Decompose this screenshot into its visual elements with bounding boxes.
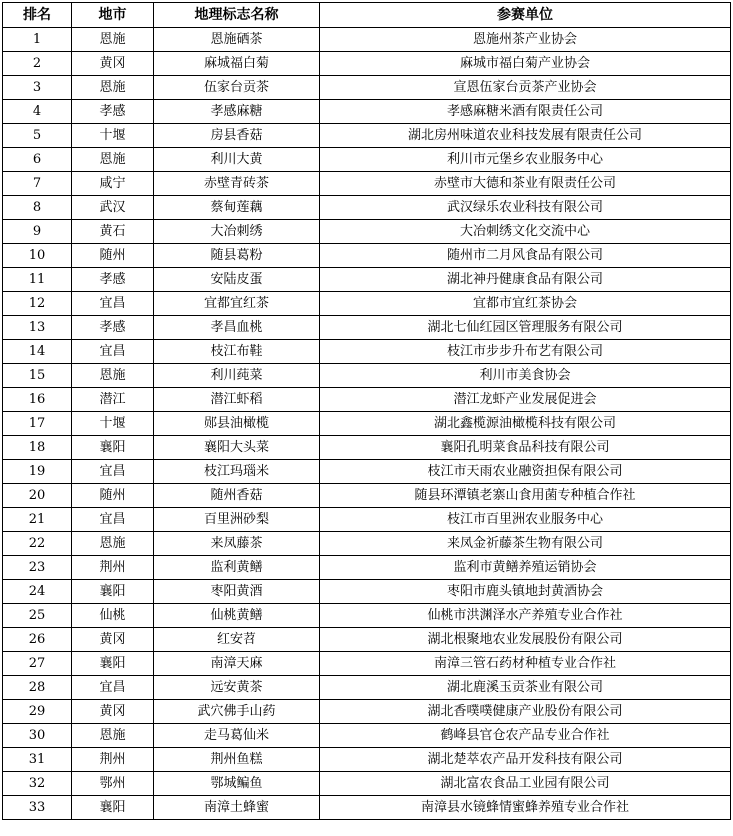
cell-rank: 18 bbox=[3, 436, 72, 460]
cell-organization: 枝江市百里洲农业服务中心 bbox=[320, 508, 731, 532]
cell-rank: 16 bbox=[3, 388, 72, 412]
cell-rank: 10 bbox=[3, 244, 72, 268]
cell-rank: 23 bbox=[3, 556, 72, 580]
cell-rank: 20 bbox=[3, 484, 72, 508]
cell-organization: 枝江市步步升布艺有限公司 bbox=[320, 340, 731, 364]
cell-organization: 利川市元堡乡农业服务中心 bbox=[320, 148, 731, 172]
cell-city: 宜昌 bbox=[72, 508, 154, 532]
cell-rank: 21 bbox=[3, 508, 72, 532]
cell-city: 荆州 bbox=[72, 556, 154, 580]
cell-gi-name: 来凤藤茶 bbox=[154, 532, 320, 556]
table-row bbox=[3, 124, 731, 148]
table-row bbox=[3, 52, 731, 76]
cell-organization: 鹤峰县官仓农产品专业合作社 bbox=[320, 724, 731, 748]
cell-rank: 24 bbox=[3, 580, 72, 604]
cell-city: 襄阳 bbox=[72, 652, 154, 676]
cell-rank: 9 bbox=[3, 220, 72, 244]
cell-city: 孝感 bbox=[72, 268, 154, 292]
cell-organization: 湖北鹿溪玉贡茶业有限公司 bbox=[320, 676, 731, 700]
header-rank: 排名 bbox=[3, 3, 72, 28]
cell-organization: 湖北鑫榄源油橄榄科技有限公司 bbox=[320, 412, 731, 436]
table-row bbox=[3, 484, 731, 508]
cell-gi-name: 孝感麻糖 bbox=[154, 100, 320, 124]
cell-gi-name: 利川莼菜 bbox=[154, 364, 320, 388]
cell-rank: 27 bbox=[3, 652, 72, 676]
cell-rank: 1 bbox=[3, 28, 72, 52]
cell-city: 恩施 bbox=[72, 532, 154, 556]
cell-gi-name: 鄂城鳊鱼 bbox=[154, 772, 320, 796]
cell-gi-name: 伍家台贡茶 bbox=[154, 76, 320, 100]
cell-gi-name: 麻城福白菊 bbox=[154, 52, 320, 76]
cell-city: 武汉 bbox=[72, 196, 154, 220]
ranking-table bbox=[2, 2, 731, 820]
cell-gi-name: 恩施硒茶 bbox=[154, 28, 320, 52]
cell-city: 黄冈 bbox=[72, 628, 154, 652]
table-row bbox=[3, 100, 731, 124]
cell-rank: 31 bbox=[3, 748, 72, 772]
cell-organization: 赤壁市大德和茶业有限责任公司 bbox=[320, 172, 731, 196]
cell-city: 荆州 bbox=[72, 748, 154, 772]
cell-city: 孝感 bbox=[72, 100, 154, 124]
cell-city: 恩施 bbox=[72, 364, 154, 388]
header-row bbox=[3, 3, 731, 28]
cell-gi-name: 枣阳黄酒 bbox=[154, 580, 320, 604]
table-row bbox=[3, 748, 731, 772]
table-row bbox=[3, 676, 731, 700]
cell-organization: 南漳三管石药材种植专业合作社 bbox=[320, 652, 731, 676]
cell-gi-name: 大冶刺绣 bbox=[154, 220, 320, 244]
cell-city: 宜昌 bbox=[72, 676, 154, 700]
cell-gi-name: 赤壁青砖茶 bbox=[154, 172, 320, 196]
cell-organization: 武汉绿乐农业科技有限公司 bbox=[320, 196, 731, 220]
cell-rank: 15 bbox=[3, 364, 72, 388]
table-row bbox=[3, 580, 731, 604]
cell-rank: 5 bbox=[3, 124, 72, 148]
cell-rank: 30 bbox=[3, 724, 72, 748]
cell-organization: 监利市黄鳝养殖运销协会 bbox=[320, 556, 731, 580]
cell-gi-name: 孝昌血桃 bbox=[154, 316, 320, 340]
cell-city: 十堰 bbox=[72, 412, 154, 436]
cell-rank: 12 bbox=[3, 292, 72, 316]
cell-city: 仙桃 bbox=[72, 604, 154, 628]
cell-gi-name: 蔡甸莲藕 bbox=[154, 196, 320, 220]
cell-city: 襄阳 bbox=[72, 436, 154, 460]
cell-city: 黄冈 bbox=[72, 700, 154, 724]
cell-city: 宜昌 bbox=[72, 340, 154, 364]
cell-city: 恩施 bbox=[72, 76, 154, 100]
cell-organization: 湖北根聚地农业发展股份有限公司 bbox=[320, 628, 731, 652]
cell-gi-name: 监利黄鳝 bbox=[154, 556, 320, 580]
cell-rank: 7 bbox=[3, 172, 72, 196]
cell-city: 随州 bbox=[72, 484, 154, 508]
cell-city: 随州 bbox=[72, 244, 154, 268]
cell-organization: 大冶刺绣文化交流中心 bbox=[320, 220, 731, 244]
cell-rank: 13 bbox=[3, 316, 72, 340]
cell-rank: 25 bbox=[3, 604, 72, 628]
table-row bbox=[3, 724, 731, 748]
cell-organization: 仙桃市洪渊泽水产养殖专业合作社 bbox=[320, 604, 731, 628]
cell-rank: 19 bbox=[3, 460, 72, 484]
header-organization: 参赛单位 bbox=[320, 3, 731, 28]
table-row bbox=[3, 628, 731, 652]
cell-organization: 襄阳孔明菜食品科技有限公司 bbox=[320, 436, 731, 460]
cell-city: 恩施 bbox=[72, 724, 154, 748]
table-row bbox=[3, 388, 731, 412]
cell-organization: 随县环潭镇老寨山食用菌专种植合作社 bbox=[320, 484, 731, 508]
cell-gi-name: 宜都宜红茶 bbox=[154, 292, 320, 316]
cell-organization: 恩施州茶产业协会 bbox=[320, 28, 731, 52]
table-row bbox=[3, 364, 731, 388]
cell-rank: 33 bbox=[3, 796, 72, 820]
table-row bbox=[3, 508, 731, 532]
table-row bbox=[3, 700, 731, 724]
cell-gi-name: 走马葛仙米 bbox=[154, 724, 320, 748]
cell-city: 襄阳 bbox=[72, 580, 154, 604]
table-row bbox=[3, 652, 731, 676]
header-gi-name: 地理标志名称 bbox=[154, 3, 320, 28]
cell-organization: 湖北香噗噗健康产业股份有限公司 bbox=[320, 700, 731, 724]
table-row bbox=[3, 532, 731, 556]
cell-rank: 4 bbox=[3, 100, 72, 124]
cell-city: 孝感 bbox=[72, 316, 154, 340]
cell-rank: 26 bbox=[3, 628, 72, 652]
cell-city: 宜昌 bbox=[72, 292, 154, 316]
cell-rank: 11 bbox=[3, 268, 72, 292]
cell-rank: 28 bbox=[3, 676, 72, 700]
cell-city: 黄冈 bbox=[72, 52, 154, 76]
cell-gi-name: 枝江布鞋 bbox=[154, 340, 320, 364]
cell-city: 十堰 bbox=[72, 124, 154, 148]
cell-city: 宜昌 bbox=[72, 460, 154, 484]
cell-city: 恩施 bbox=[72, 148, 154, 172]
cell-gi-name: 随县葛粉 bbox=[154, 244, 320, 268]
cell-gi-name: 百里洲砂梨 bbox=[154, 508, 320, 532]
table-row bbox=[3, 76, 731, 100]
table-row bbox=[3, 316, 731, 340]
cell-rank: 2 bbox=[3, 52, 72, 76]
cell-gi-name: 随州香菇 bbox=[154, 484, 320, 508]
ranking-table-container bbox=[2, 2, 731, 820]
table-row bbox=[3, 796, 731, 820]
cell-gi-name: 荆州鱼糕 bbox=[154, 748, 320, 772]
cell-gi-name: 红安苕 bbox=[154, 628, 320, 652]
cell-organization: 南漳县水镜蜂情蜜蜂养殖专业合作社 bbox=[320, 796, 731, 820]
cell-organization: 宣恩伍家台贡茶产业协会 bbox=[320, 76, 731, 100]
cell-rank: 22 bbox=[3, 532, 72, 556]
cell-rank: 6 bbox=[3, 148, 72, 172]
cell-organization: 枣阳市鹿头镇地封黄酒协会 bbox=[320, 580, 731, 604]
cell-gi-name: 房县香菇 bbox=[154, 124, 320, 148]
table-row bbox=[3, 772, 731, 796]
cell-organization: 麻城市福白菊产业协会 bbox=[320, 52, 731, 76]
cell-gi-name: 潜江虾稻 bbox=[154, 388, 320, 412]
cell-rank: 14 bbox=[3, 340, 72, 364]
cell-gi-name: 南漳土蜂蜜 bbox=[154, 796, 320, 820]
table-row bbox=[3, 460, 731, 484]
cell-organization: 潜江龙虾产业发展促进会 bbox=[320, 388, 731, 412]
cell-rank: 3 bbox=[3, 76, 72, 100]
table-row bbox=[3, 28, 731, 52]
cell-rank: 17 bbox=[3, 412, 72, 436]
table-row bbox=[3, 436, 731, 460]
cell-rank: 29 bbox=[3, 700, 72, 724]
cell-organization: 随州市二月风食品有限公司 bbox=[320, 244, 731, 268]
cell-rank: 8 bbox=[3, 196, 72, 220]
header-city: 地市 bbox=[72, 3, 154, 28]
cell-organization: 湖北楚萃农产品开发科技有限公司 bbox=[320, 748, 731, 772]
cell-organization: 湖北七仙红园区管理服务有限公司 bbox=[320, 316, 731, 340]
cell-city: 鄂州 bbox=[72, 772, 154, 796]
table-header bbox=[3, 3, 731, 28]
cell-gi-name: 远安黄茶 bbox=[154, 676, 320, 700]
cell-rank: 32 bbox=[3, 772, 72, 796]
cell-organization: 湖北富农食品工业园有限公司 bbox=[320, 772, 731, 796]
cell-organization: 孝感麻糖米酒有限责任公司 bbox=[320, 100, 731, 124]
cell-organization: 枝江市天雨农业融资担保有限公司 bbox=[320, 460, 731, 484]
cell-gi-name: 安陆皮蛋 bbox=[154, 268, 320, 292]
cell-city: 恩施 bbox=[72, 28, 154, 52]
cell-gi-name: 武穴佛手山药 bbox=[154, 700, 320, 724]
cell-gi-name: 郧县油橄榄 bbox=[154, 412, 320, 436]
table-row bbox=[3, 556, 731, 580]
cell-city: 襄阳 bbox=[72, 796, 154, 820]
cell-organization: 宜都市宜红茶协会 bbox=[320, 292, 731, 316]
table-row bbox=[3, 340, 731, 364]
cell-organization: 利川市美食协会 bbox=[320, 364, 731, 388]
cell-city: 咸宁 bbox=[72, 172, 154, 196]
table-row bbox=[3, 172, 731, 196]
cell-gi-name: 襄阳大头菜 bbox=[154, 436, 320, 460]
cell-organization: 湖北神丹健康食品有限公司 bbox=[320, 268, 731, 292]
cell-city: 黄石 bbox=[72, 220, 154, 244]
cell-gi-name: 利川大黄 bbox=[154, 148, 320, 172]
cell-city: 潜江 bbox=[72, 388, 154, 412]
cell-gi-name: 南漳天麻 bbox=[154, 652, 320, 676]
cell-gi-name: 仙桃黄鳝 bbox=[154, 604, 320, 628]
table-row bbox=[3, 604, 731, 628]
table-row bbox=[3, 220, 731, 244]
table-row bbox=[3, 268, 731, 292]
cell-gi-name: 枝江玛瑙米 bbox=[154, 460, 320, 484]
table-row bbox=[3, 148, 731, 172]
table-body bbox=[3, 28, 731, 820]
cell-organization: 来凤金祈藤茶生物有限公司 bbox=[320, 532, 731, 556]
table-row bbox=[3, 412, 731, 436]
table-row bbox=[3, 244, 731, 268]
cell-organization: 湖北房州味道农业科技发展有限责任公司 bbox=[320, 124, 731, 148]
table-row bbox=[3, 196, 731, 220]
table-row bbox=[3, 292, 731, 316]
